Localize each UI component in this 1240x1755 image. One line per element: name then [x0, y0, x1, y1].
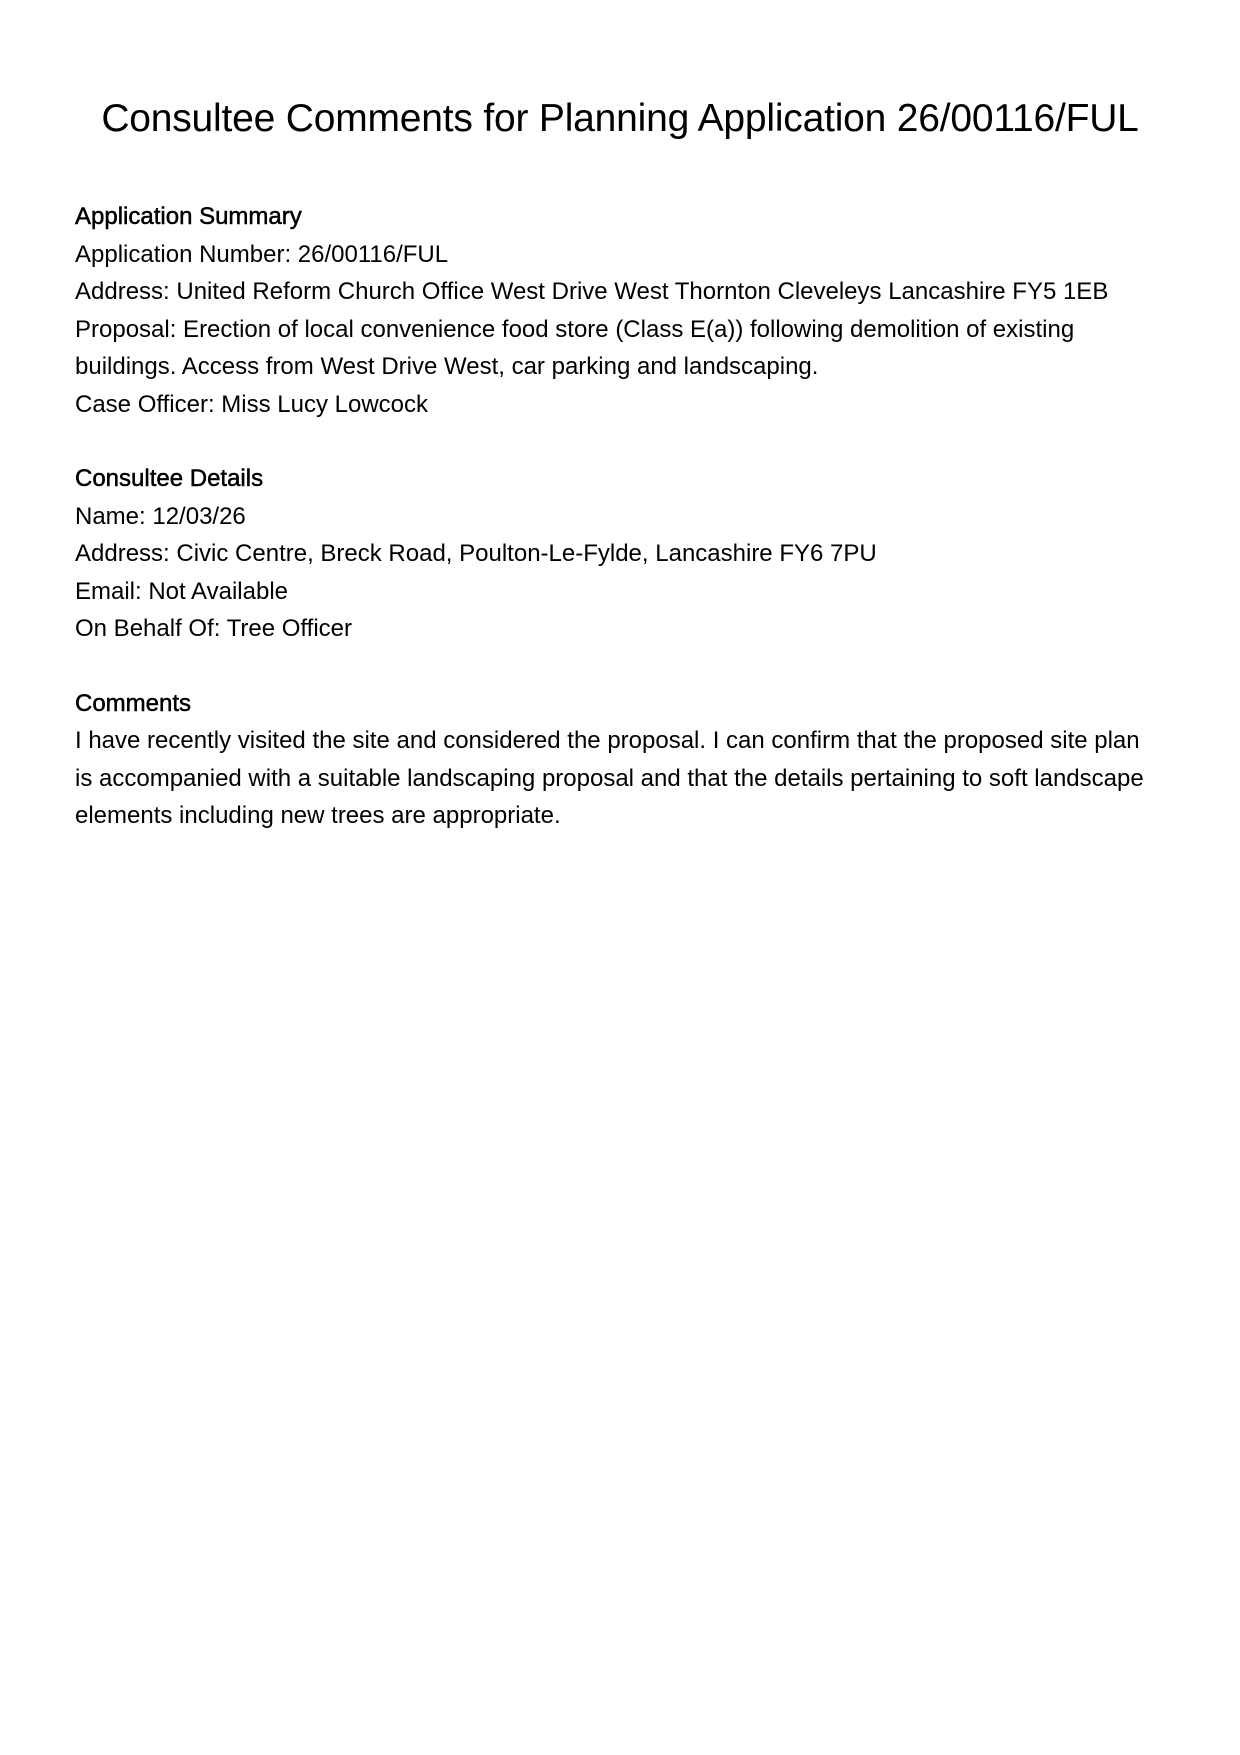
- consultee-email: Email: Not Available: [75, 577, 288, 605]
- case-officer: Case Officer: Miss Lucy Lowcock: [75, 390, 429, 418]
- consultee-address: Address: Civic Centre, Breck Road, Poulton-Le-Fylde, Lancashire FY6 7PU: [75, 540, 877, 567]
- consultee-on-behalf-of: On Behalf Of: Tree Officer: [75, 615, 353, 642]
- comments-section: [75, 685, 1175, 835]
- document-body: [75, 198, 1175, 872]
- comments-text: I have recently visited the site and considered the proposal. I can confirm that the proposed site plan is accompanied with a suitable landscaping proposal and that the details pertaining to soft landscape elements including new trees are appropriate.: [75, 727, 1144, 829]
- application-number: Application Number: 26/00116/FUL: [75, 240, 449, 268]
- consultee-details-heading: Consultee Details: [75, 465, 264, 492]
- application-address: Address: United Reform Church Office West Drive West Thornton Cleveleys Lancashire FY5 1EB: [75, 278, 1109, 305]
- page-title: Consultee Comments for Planning Application 26/00116/FUL: [101, 97, 1139, 140]
- comments-heading: Comments: [75, 689, 192, 717]
- consultee-name: Name: 12/03/26: [75, 502, 246, 530]
- application-summary-heading: Application Summary: [75, 203, 302, 230]
- application-summary-section: [75, 198, 1175, 423]
- consultee-details-section: [75, 460, 1175, 648]
- application-proposal: Proposal: Erection of local convenience food store (Class E(a)) following demolition of existing buildings. Access from West Drive West, car parking and landscaping.: [75, 315, 1075, 380]
